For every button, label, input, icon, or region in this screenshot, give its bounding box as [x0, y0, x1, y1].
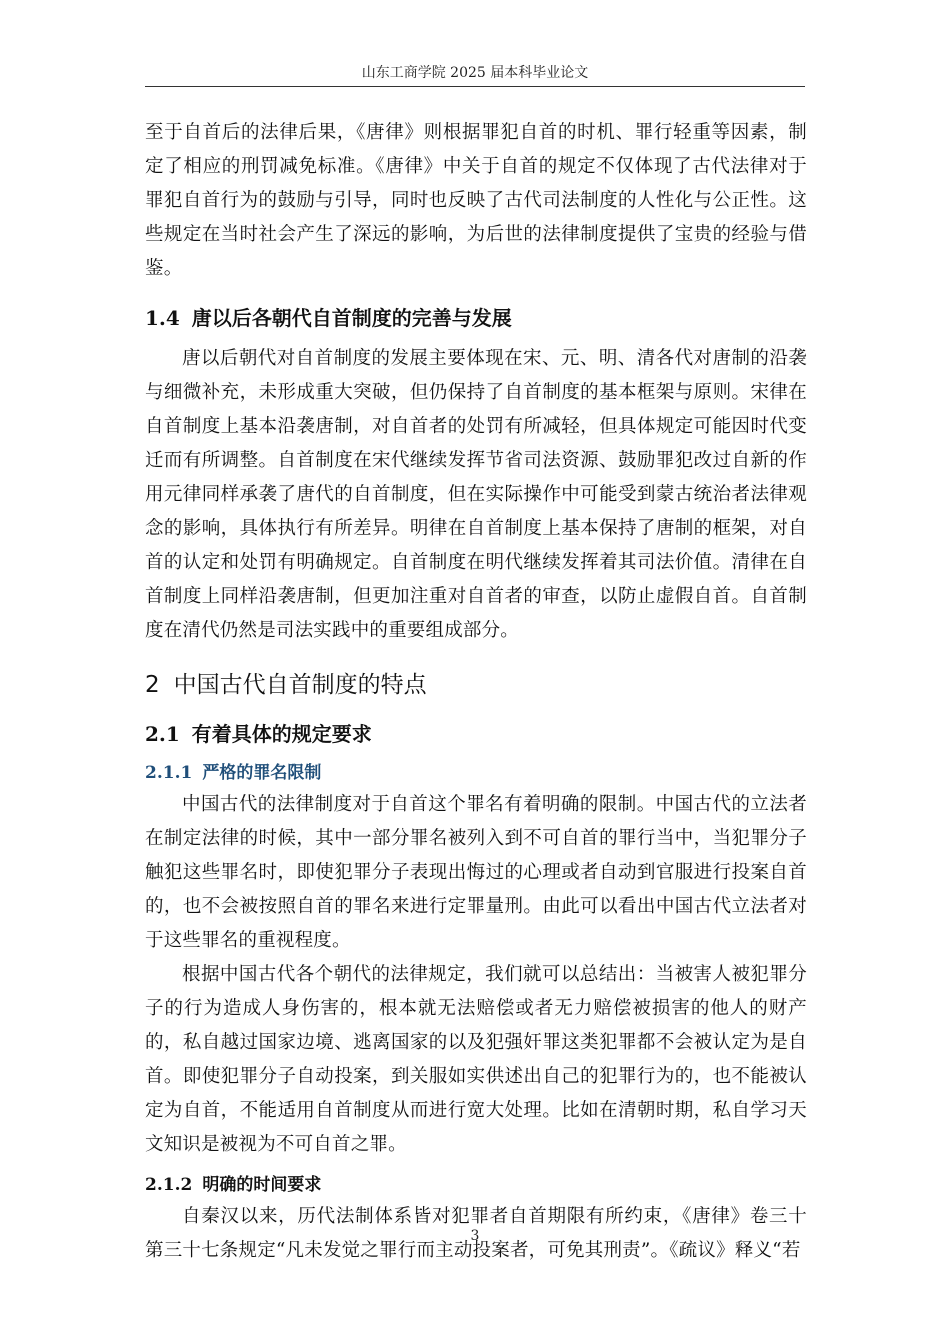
chapter-title: 中国古代自首制度的特点	[173, 672, 427, 698]
header-divider	[145, 86, 805, 87]
page-number: 3	[470, 1228, 480, 1244]
body-paragraph: 中国古代的法律制度对于自首这个罪名有着明确的限制。中国古代的立法者在制定法律的时候，其中一部分罪名被列入到不可自首的罪行当中，当犯罪分子触犯这些罪名时，即使犯罪分子表现出悔过的心理或者自动到官服进行投案自首的，也不会被按照自首的罪名来进行定罪量刑。由此可以看出中国古代立法者对于这些罪名的重视程度。	[145, 794, 807, 951]
body-paragraph: 唐以后朝代对自首制度的发展主要体现在宋、元、明、清各代对唐制的沿袭与细微补充，未形成重大突破，但仍保持了自首制度的基本框架与原则。宋律在自首制度上基本沿袭唐制，对自首者的处罚有所减轻，但具体规定可能因时代变迁而有所调整。自首制度在宋代继续发挥节省司法资源、鼓励罪犯改过自新的作用元律同样承袭了唐代的自首制度，但在实际操作中可能受到蒙古统治者法律观念的影响，具体执行有所差异。明律在自首制度上基本保持了唐制的框架，对自首的认定和处罚有明确规定。自首制度在明代继续发挥着其司法价值。清律在自首制度上同样沿袭唐制，但更加注重对自首者的审查，以防止虚假自首。自首制度在清代仍然是司法实践中的重要组成部分。	[145, 348, 807, 641]
subsection-number: 2.1.2	[145, 1175, 193, 1195]
section-title: 唐以后各朝代自首制度的完善与发展	[191, 306, 512, 330]
body-paragraph: 自秦汉以来，历代法制体系皆对犯罪者自首期限有所约束，《唐律》卷三十第三十七条规定“凡未发觉之罪行而主动投案者，可免其刑责”。《疏议》释义“若	[145, 1206, 807, 1261]
section-heading-2-1	[145, 718, 807, 750]
body-paragraph: 根据中国古代各个朝代的法律规定，我们就可以总结出：当被害人被犯罪分子的行为造成人身伤害的，根本就无法赔偿或者无力赔偿被损害的他人的财产的，私自越过国家边境、逃离国家的以及犯强奸罪这类犯罪都不会被认定为是自首。即使犯罪分子自动投案，到关服如实供述出自己的犯罪行为的，也不能被认定为自首，不能适用自首制度从而进行宽大处理。比如在清朝时期，私自学习天文知识是被视为不可自首之罪。	[145, 964, 807, 1155]
page-header: 山东工商学院 2025 届本科毕业论文	[361, 65, 589, 81]
subsection-number: 2.1.1	[145, 763, 193, 783]
subsection-title: 明确的时间要求	[202, 1175, 322, 1195]
subsection-heading-2-1-1	[145, 758, 807, 788]
chapter-heading-2	[145, 668, 807, 702]
subsection-title: 严格的罪名限制	[202, 763, 322, 783]
body-paragraph: 至于自首后的法律后果，《唐律》则根据罪犯自首的时机、罪行轻重等因素，制定了相应的刑罚减免标准。《唐律》中关于自首的规定不仅体现了古代法律对于罪犯自首行为的鼓励与引导，同时也反映了古代司法制度的人性化与公正性。这些规定在当时社会产生了深远的影响，为后世的法律制度提供了宝贵的经验与借鉴。	[145, 122, 807, 279]
subsection-heading-2-1-2	[145, 1170, 807, 1200]
page-body	[145, 116, 807, 1268]
section-number: 2.1	[145, 722, 180, 746]
chapter-number: 2	[145, 672, 160, 698]
section-number: 1.4	[145, 306, 180, 330]
section-heading-1-4	[145, 302, 807, 334]
section-title: 有着具体的规定要求	[191, 722, 372, 746]
